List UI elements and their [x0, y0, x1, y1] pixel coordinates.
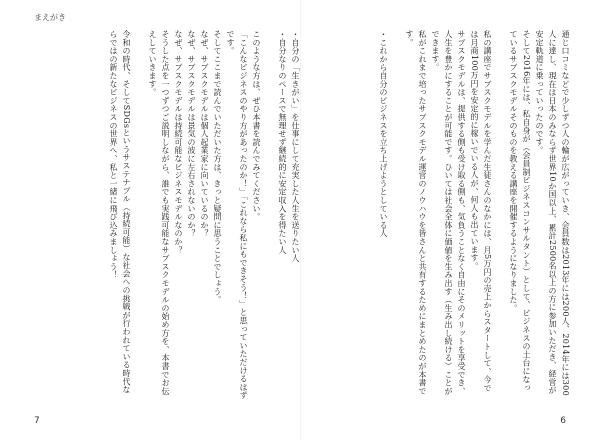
paragraph: なぜ、サブスクモデルは景気の波に左右されないのか？	[187, 30, 196, 238]
paragraph-gap	[133, 30, 146, 400]
running-header: まえがき	[34, 13, 66, 22]
paragraph: なぜ、サブスクモデルは個人起業家に向いているのか？	[200, 30, 209, 238]
paragraph: このような方は、ぜひ本書を読んでみてください。	[252, 30, 261, 221]
paragraph: そうした点を一つずつご説明しながら、誰でも実践可能なサブスクモデルの始め方を、本書でお伝えしていきます。	[148, 30, 170, 396]
paragraph-gap	[494, 30, 507, 400]
paragraph: 令和の時代、そしてSDGsというサステナブル（持続可能）な社会への挑戦が行われている時代ならではの新たなビジネスの世界へ、私と一緒に飛び込みましょう！	[109, 30, 131, 394]
left-page-text	[32, 30, 302, 400]
paragraph-gap	[263, 30, 276, 400]
paragraph: 私の講座でサブスクモデルを学んだ生徒さんのなかには、月5万円の売上からスタートして、今では月商100万円を安定的に稼いでいる人が、何人も出ています。	[470, 30, 492, 393]
paragraph: ・これから自分のビジネスを立ち上げようとしている人	[379, 30, 388, 238]
paragraph: ・自分の「生きがい」を仕事にして充実した人生を送りたい人	[291, 30, 300, 263]
paragraph-gap	[390, 30, 403, 400]
paragraph: そして2016年には、私自身が（会員制ビジネスコンサルタント）として、ビジネスの土台になっているサブスクモデルそのものを教える講座を開催するようになりました。	[509, 30, 531, 392]
paragraph: 私がこれまで培ったサブスクモデル運営のノウハウを皆さんと共有するためにまとめたのが本書です。	[405, 30, 427, 396]
paragraph: そしてここまで読んでいただいた方は、きっと疑問に思うことでしょう。	[213, 30, 222, 304]
left-page-number: 7	[34, 416, 40, 426]
paragraph: なぜ、サブスクモデルは持続可能なビジネスモデルなのか？	[174, 30, 183, 255]
paragraph: ・自分なりのペースで無理せず継続的に安定収入を得たい人	[278, 30, 287, 255]
paragraph: 「こんなビジネスのやり方があったのか！」「これなら私にもできそう！」と思っていただけるはずです。	[226, 30, 248, 400]
paragraph: サブスクモデルは、提供する側も受け取る側も、気負うことなく自由にそのメリットを享受でき、人生を豊かにすることが可能です。ひいては社会全体に価値を生み出す（生み出し続ける）ことができます。	[431, 30, 466, 396]
right-page-text	[310, 30, 572, 400]
paragraph: 通じ口コミなどで少しずつ人の輪が広がっていき、会員数は2013年には200人、2014年には300人に達し、現在は日本のみならず世界10か国以上、累計2500名以上の方に参加いただき、経営が安定軌道に乗っていったのです。	[535, 30, 570, 396]
right-page-number: 6	[560, 416, 566, 426]
